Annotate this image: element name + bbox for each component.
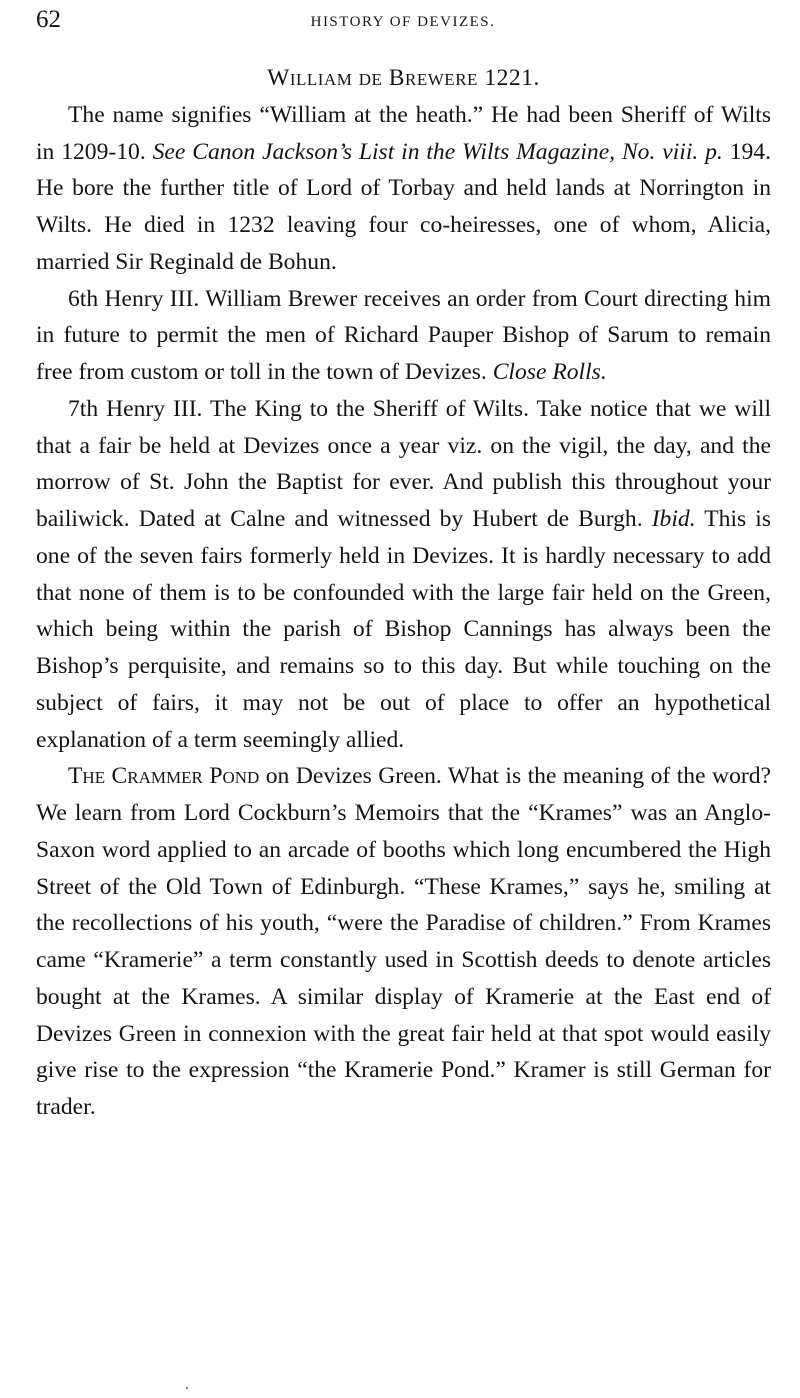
section-heading: William de Brewere 1221. <box>267 65 540 91</box>
paragraph-text: The name signifies “William at the heath.” He had been Sheriff of Wilts in 1209-10. <box>36 101 771 165</box>
citation-italic: Ibid. <box>651 506 696 532</box>
paragraph-text: 7th Henry III. The King to the Sheriff of Wilts. Take notice that we will that a fair be held at Devizes once a year viz. on the vigil, the day, and the morrow of St. John the Baptist for ever. And publish this throughout your bailiwick. Dated at Calne and witnessed by Hubert de Burgh. <box>36 395 771 532</box>
paragraph-crammer-pond <box>36 758 771 1126</box>
paragraph-6th-henry-iii <box>36 281 771 391</box>
page-number: 62 <box>36 6 61 33</box>
paragraph-text: 194. He bore the further title of Lord of Torbay and held lands at Norrington in Wilts. He died in 1232 leaving four co-heiresses, one of whom, Alicia, married Sir Reginald de Bohun. <box>36 138 771 275</box>
paragraph-text: on Devizes Green. What is the meaning of the word? We learn from Lord Cockburn’s Memoirs that the “Krames” was an Anglo-Saxon word applied to an arcade of booths which long encumbered the High Street of the Old Town of Edinburgh. “These Krames,” says he, smiling at the recollections of his youth, “were the Paradise of children.” From Krames came “Kramerie” a term constantly used in Scottish deeds to denote articles bought at the Krames. A similar display of Kramerie at the East end of Devizes Green in connexion with the great fair held at that spot would easily give rise to the expression “the Kramerie Pond.” Kramer is still German for trader. <box>36 763 771 1120</box>
print-speck <box>186 1387 188 1389</box>
citation-italic: Close Rolls. <box>492 359 607 385</box>
paragraph-text: This is one of the seven fairs formerly held in Devizes. It is hardly necessary to add that none of them is to be confounded with the large fair held on the Green, which being within the parish of Bishop Cannings has always been the Bishop’s perquisite, and remains so to this day. But while touching on the subject of fairs, it may not be out of place to offer an hypothetical explanation of a term seemingly allied. <box>36 506 771 753</box>
citation-italic: See Canon Jackson’s List in the Wilts Magazine, No. viii. p. <box>152 138 723 165</box>
paragraph-text: 6th Henry III. William Brewer receives an order from Court directing him in future to permit the men of Richard Pauper Bishop of Sarum to remain free from custom or toll in the town of Devizes. <box>36 285 771 385</box>
running-title: HISTORY OF DEVIZES. <box>310 14 496 30</box>
running-head <box>36 6 770 36</box>
body-text <box>36 60 771 1126</box>
small-caps-heading: The Crammer Pond <box>68 763 260 790</box>
paragraph-7th-henry-iii <box>36 391 771 759</box>
paragraph-william-de-brewere <box>36 97 771 281</box>
